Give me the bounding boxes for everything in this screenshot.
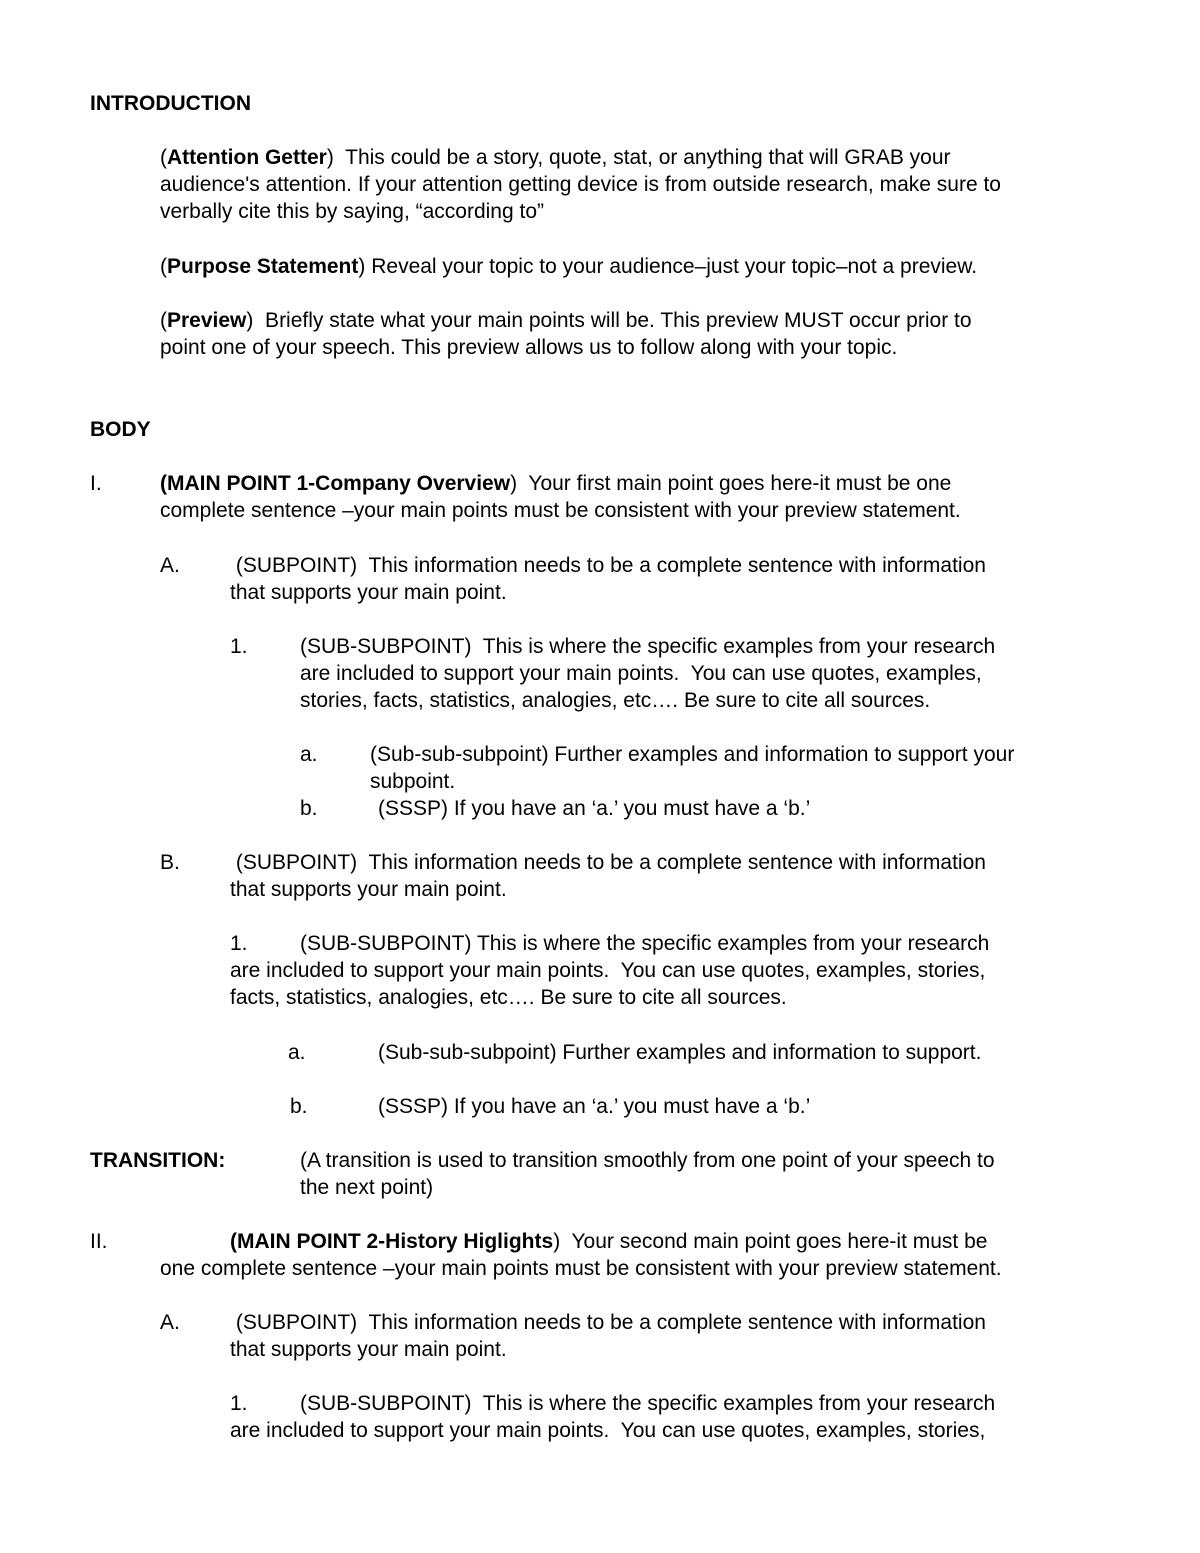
- main-point-1-numeral: I.: [90, 472, 102, 495]
- subpoint-1b-paragraph: [230, 849, 986, 903]
- transition-line-2: the next point): [300, 1176, 434, 1199]
- purpose-statement-paragraph: [160, 253, 977, 280]
- sub-sub-subpoint-1b1b-letter: b.: [290, 1095, 308, 1118]
- purpose-statement-text: Reveal your topic to your audience–just your topic–not a preview.: [365, 255, 978, 278]
- sub-subpoint-1a1-number: 1.: [230, 635, 248, 658]
- subpoint-2a-paragraph: [230, 1309, 986, 1363]
- main-point-2-label: (MAIN POINT 2-History Higlights: [230, 1230, 554, 1253]
- main-point-1-text: Your first main point goes here-it must be one: [517, 472, 952, 495]
- sub-sub-subpoint-1a1a-paragraph: [370, 741, 1014, 795]
- purpose-open-paren: (: [160, 255, 167, 278]
- main-point-2-text: Your second main point goes here-it must be: [560, 1230, 988, 1253]
- main-point-1-label: (MAIN POINT 1-Company Overview: [160, 472, 511, 495]
- attention-getter-close-paren: ): [326, 146, 334, 169]
- subpoint-1b-line-1: (SUBPOINT) This information needs to be a complete sentence with information: [230, 851, 986, 874]
- subpoint-2a-letter: A.: [160, 1311, 180, 1334]
- subpoint-1a-paragraph: [230, 552, 986, 606]
- purpose-statement-line-1: [160, 253, 977, 280]
- sub-subpoint-1b1-line-3: facts, statistics, analogies, etc…. Be sure to cite all sources.: [230, 986, 787, 1009]
- subpoint-2a-line-1: (SUBPOINT) This information needs to be a complete sentence with information: [230, 1311, 986, 1334]
- sub-subpoint-1b1-continuation: [230, 957, 985, 1011]
- sub-sub-subpoint-1b1a-text: (Sub-sub-subpoint) Further examples and information to support.: [378, 1041, 982, 1064]
- sub-subpoint-1b1-line-1: (SUB-SUBPOINT) This is where the specific examples from your research: [300, 932, 990, 955]
- sub-subpoint-2a1-line-2: are included to support your main points. You can use quotes, examples, stories,: [230, 1419, 986, 1442]
- main-point-1-line-2: complete sentence –your main points must be consistent with your preview statement.: [160, 499, 961, 522]
- sub-subpoint-1b1-number: 1.: [230, 932, 248, 955]
- sub-subpoint-1a1-line-1: (SUB-SUBPOINT) This is where the specific examples from your research: [300, 635, 996, 658]
- sub-subpoint-1a1-line-2: are included to support your main points. You can use quotes, examples,: [300, 662, 982, 685]
- subpoint-1b-line-2: that supports your main point.: [230, 878, 507, 901]
- preview-close-paren: ): [246, 309, 254, 332]
- main-point-1-line-1: [160, 470, 961, 497]
- main-point-1-close-paren: ): [510, 472, 518, 495]
- preview-line-1: [160, 307, 972, 334]
- sub-sub-subpoint-1a1a-line-1: (Sub-sub-subpoint) Further examples and information to support your: [370, 743, 1015, 766]
- main-point-2-line-1: [230, 1228, 987, 1255]
- main-point-2-line-1-content: [230, 1228, 987, 1255]
- preview-paragraph: [160, 307, 972, 361]
- preview-label: Preview: [167, 309, 247, 332]
- subpoint-1a-line-2: that supports your main point.: [230, 581, 507, 604]
- body-heading: BODY: [90, 418, 151, 441]
- sub-subpoint-2a1-number: 1.: [230, 1392, 248, 1415]
- attention-getter-line-1: [160, 144, 1001, 171]
- sub-subpoint-2a1-line-1: (SUB-SUBPOINT) This is where the specific examples from your research: [300, 1392, 996, 1415]
- purpose-statement-label: Purpose Statement: [167, 255, 359, 278]
- purpose-close-paren: ): [358, 255, 366, 278]
- transition-label: TRANSITION:: [90, 1149, 226, 1172]
- subpoint-1b-letter: B.: [160, 851, 180, 874]
- sub-sub-subpoint-1b1b-text: (SSSP) If you have an ‘a.’ you must have a ‘b.’: [378, 1095, 811, 1118]
- sub-sub-subpoint-1a1a-letter: a.: [300, 743, 318, 766]
- transition-line-1: (A transition is used to transition smoothly from one point of your speech to: [300, 1149, 995, 1172]
- sub-subpoint-1a1-paragraph: [300, 633, 995, 714]
- sub-sub-subpoint-1a1b-letter: b.: [300, 797, 318, 820]
- subpoint-1a-letter: A.: [160, 554, 180, 577]
- attention-getter-label: Attention Getter: [167, 146, 327, 169]
- sub-sub-subpoint-1a1b-text: (SSSP) If you have an ‘a.’ you must have a ‘b.’: [378, 797, 811, 820]
- sub-sub-subpoint-1b1a-letter: a.: [288, 1041, 306, 1064]
- preview-open-paren: (: [160, 309, 167, 332]
- sub-subpoint-1a1-line-3: stories, facts, statistics, analogies, etc…. Be sure to cite all sources.: [300, 689, 931, 712]
- transition-paragraph: [300, 1147, 995, 1201]
- main-point-2-close-paren: ): [553, 1230, 561, 1253]
- main-point-2-line-2: one complete sentence –your main points must be consistent with your preview statement.: [160, 1257, 1002, 1280]
- main-point-1-paragraph: [160, 470, 961, 524]
- main-point-2-numeral: II.: [90, 1230, 108, 1253]
- attention-getter-text: This could be a story, quote, stat, or anything that will GRAB your: [333, 146, 951, 169]
- sub-subpoint-1b1-line-2: are included to support your main points. You can use quotes, examples, stories,: [230, 959, 986, 982]
- subpoint-1a-line-1: (SUBPOINT) This information needs to be a complete sentence with information: [230, 554, 986, 577]
- preview-text: Briefly state what your main points will be. This preview MUST occur prior to: [253, 309, 972, 332]
- attention-getter-line-2: audience's attention. If your attention getting device is from outside research, make sure to: [160, 173, 1001, 196]
- preview-line-2: point one of your speech. This preview allows us to follow along with your topic.: [160, 336, 898, 359]
- sub-sub-subpoint-1a1a-line-2: subpoint.: [370, 770, 456, 793]
- attention-getter-paragraph: [160, 144, 1001, 225]
- attention-getter-open-paren: (: [160, 146, 167, 169]
- attention-getter-line-3: verbally cite this by saying, “according to”: [160, 200, 544, 223]
- subpoint-2a-line-2: that supports your main point.: [230, 1338, 507, 1361]
- introduction-heading: INTRODUCTION: [90, 92, 251, 115]
